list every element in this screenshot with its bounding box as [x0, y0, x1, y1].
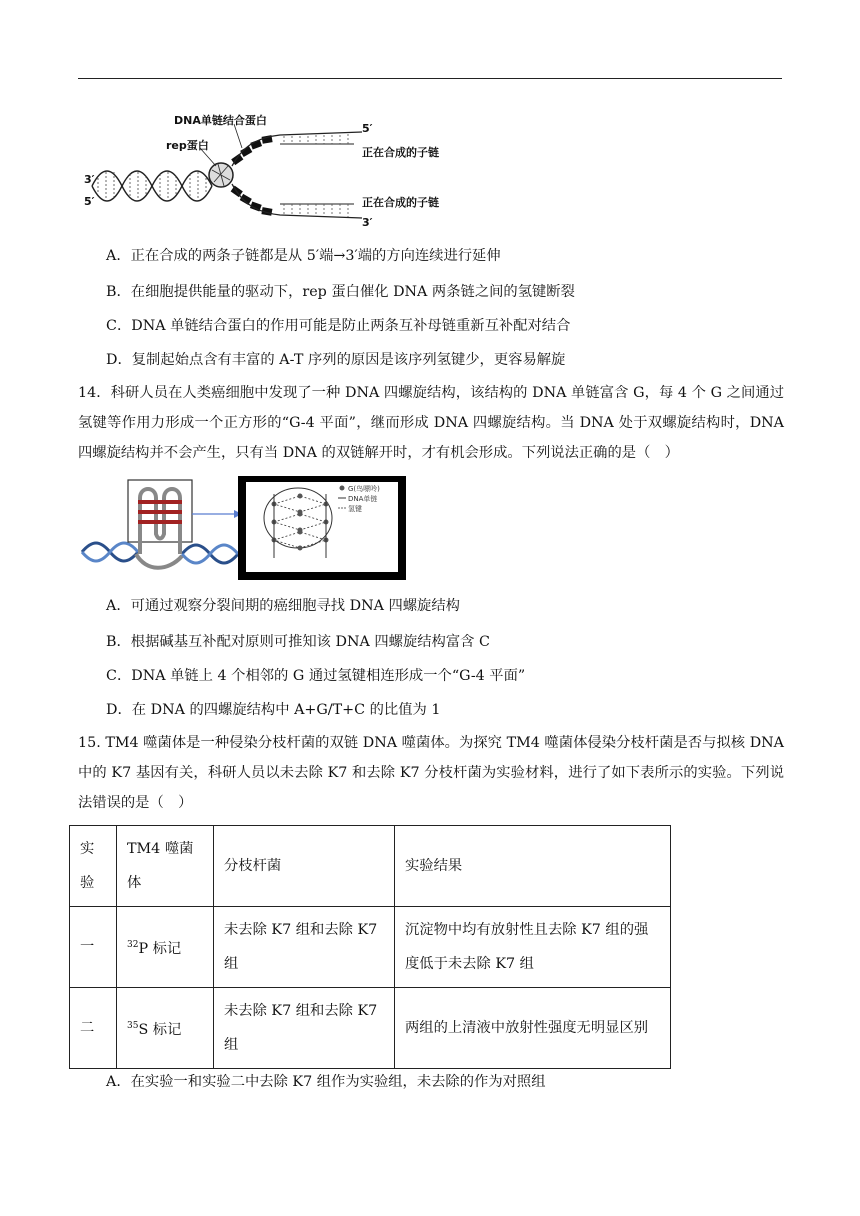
label-3prime-left: 3′ [84, 173, 95, 186]
table-row [70, 988, 671, 1069]
header-rule [78, 78, 782, 79]
cell-result: 沉淀物中均有放射性且去除 K7 组的强度低于未去除 K7 组 [395, 907, 671, 988]
q15-stem: 15. TM4 噬菌体是一种侵染分枝杆菌的双链 DNA 噬菌体。为探究 TM4 噬菌体侵染分枝杆菌是否与拟核 DNA 中的 K7 基因有关，科研人员以未去除 K7 和去除 K7 分枝杆菌为实验材料，进行了如下表所示的实验。下列说法错误的是（ ） [78, 735, 784, 811]
cell-experiment: 二 [70, 988, 117, 1069]
cell-phage [117, 907, 214, 988]
table-header-row [70, 826, 671, 907]
table-row [70, 907, 671, 988]
replication-fork-figure [84, 108, 454, 232]
q14-option-d: D．在 DNA 的四螺旋结构中 A+G/T+C 的比值为 1 [106, 702, 441, 718]
q14-option-a: A．可通过观察分裂间期的癌细胞寻找 DNA 四螺旋结构 [106, 598, 460, 614]
q15-option-a: A．在实验一和实验二中去除 K7 组作为实验组，未去除的作为对照组 [106, 1074, 546, 1090]
double-helix [92, 171, 212, 201]
isotope-mass: 32 [127, 940, 139, 951]
header-experiment: 实验 [70, 826, 117, 907]
isotope-label: P 标记 [138, 940, 182, 957]
label-5prime-top: 5′ [362, 122, 373, 135]
ssb-lower [231, 186, 273, 216]
label-5prime-left: 5′ [84, 195, 95, 208]
isotope-label: S 标记 [138, 1021, 182, 1038]
g-quadruplex-figure [78, 474, 408, 582]
cell-result: 两组的上清液中放射性强度无明显区别 [395, 988, 671, 1069]
q14-stem: 14．科研人员在人类癌细胞中发现了一种 DNA 四螺旋结构，该结构的 DNA 单链富含 G，每 4 个 G 之间通过氢键等作用力形成一个正方形的“G-4 平面”，继而形成 DNA 四螺旋结构。当 DNA 处于双螺旋结构时，DNA 四螺旋结构并不会产生，只有当 DNA 的双链解开时，才有机会形成。下列说法正确的是（ ） [78, 385, 784, 461]
label-ssb: DNA单链结合蛋白 [174, 114, 267, 127]
isotope-mass: 35 [127, 1021, 139, 1032]
cell-experiment: 一 [70, 907, 117, 988]
q14-option-c: C．DNA 单链上 4 个相邻的 G 通过氢键相连形成一个“G-4 平面” [106, 668, 526, 684]
label-daughter-bottom: 正在合成的子链 [362, 196, 439, 209]
q13-option-c: C．DNA 单链结合蛋白的作用可能是防止两条互补母链重新互补配对结合 [106, 318, 571, 334]
q13-option-d: D．复制起始点含有丰富的 A-T 序列的原因是该序列氢键少，更容易解旋 [106, 352, 566, 368]
q13-option-b: B．在细胞提供能量的驱动下，rep 蛋白催化 DNA 两条链之间的氢键断裂 [106, 284, 575, 300]
header-result: 实验结果 [395, 826, 671, 907]
q14-option-b: B．根据碱基互补配对原则可推知该 DNA 四螺旋结构富含 C [106, 634, 490, 650]
label-daughter-top: 正在合成的子链 [362, 146, 439, 159]
legend-dna-strand: DNA单链 [348, 495, 378, 503]
q13-option-a: A．正在合成的两条子链都是从 5′端→3′端的方向连续进行延伸 [106, 248, 501, 264]
legend-guanine: G(鸟嘌呤) [348, 485, 380, 493]
cell-bacteria: 未去除 K7 组和去除 K7 组 [214, 907, 395, 988]
legend-hydrogen-bond: 氢键 [348, 505, 362, 513]
label-3prime-bottom: 3′ [362, 216, 373, 229]
label-rep: rep蛋白 [166, 139, 209, 152]
header-bacteria: 分枝杆菌 [214, 826, 395, 907]
cell-phage [117, 988, 214, 1069]
header-phage: TM4 噬菌体 [117, 826, 214, 907]
experiment-table [69, 825, 671, 1069]
ssb-upper [231, 135, 272, 165]
cell-bacteria: 未去除 K7 组和去除 K7 组 [214, 988, 395, 1069]
